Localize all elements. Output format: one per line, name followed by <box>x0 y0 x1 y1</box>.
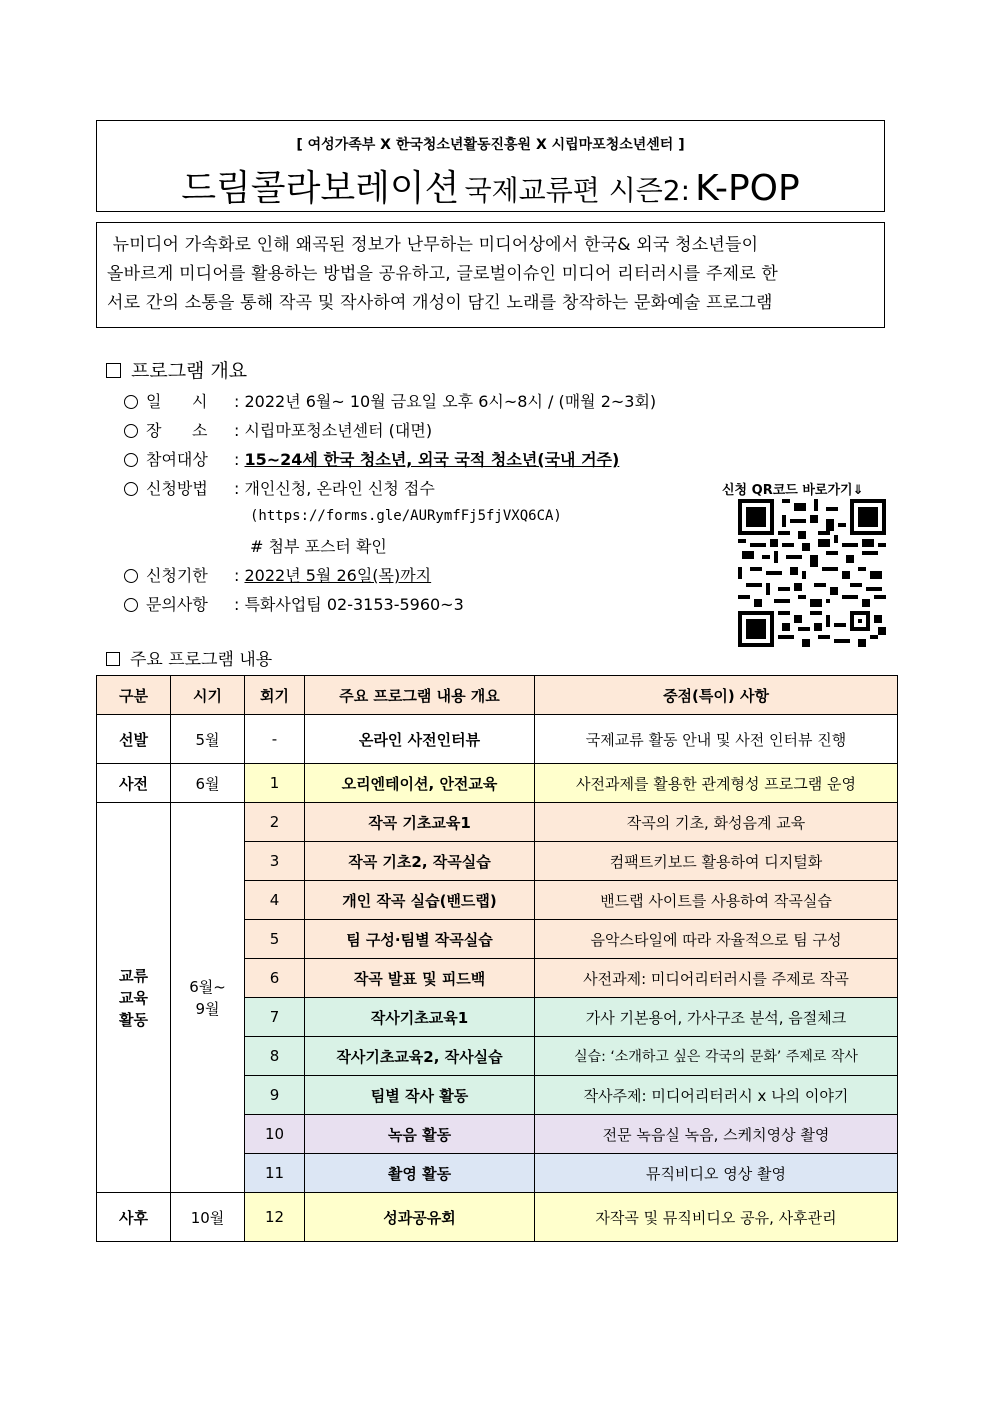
circle-bullet-icon <box>124 598 138 612</box>
contact-value: : 특화사업팀 02-3153-5960~3 <box>234 595 464 614</box>
program-heading-text: 주요 프로그램 내용 <box>130 650 273 670</box>
intro-line: 서로 간의 소통을 통해 작곡 및 작사하여 개성이 담긴 노래를 창작하는 문화예술 프로그램 <box>107 293 773 313</box>
apply-url-link[interactable]: (https://forms.gle/AURymfFj5fjVXQ6CA) <box>250 508 562 524</box>
checkbox-square-icon <box>106 652 120 666</box>
cell-group: 선발 <box>97 715 171 764</box>
title-kpop-text: K-POP <box>695 168 800 209</box>
title-box <box>96 120 885 212</box>
target-label: 참여대상 <box>146 450 208 469</box>
overview-heading <box>106 356 247 383</box>
table-row <box>97 715 898 764</box>
cell-title: 녹음 활동 <box>305 1115 535 1154</box>
cell-session: 12 <box>245 1193 305 1242</box>
circle-bullet-icon <box>124 482 138 496</box>
program-table <box>96 675 898 1242</box>
cell-session: 9 <box>245 1076 305 1115</box>
cell-title: 촬영 활동 <box>305 1154 535 1193</box>
cell-group: 교류 교육 활동 <box>97 803 171 1193</box>
cell-session: 10 <box>245 1115 305 1154</box>
deadline-colon: : <box>234 566 245 585</box>
apply-label: 신청방법 <box>146 479 208 498</box>
cell-session: 11 <box>245 1154 305 1193</box>
table-header-row <box>97 676 898 715</box>
circle-bullet-icon <box>124 569 138 583</box>
cell-title: 작사기초교육2, 작사실습 <box>305 1037 535 1076</box>
cell-note: 국제교류 활동 안내 및 사전 인터뷰 진행 <box>535 715 898 764</box>
cell-title: 성과공유회 <box>305 1193 535 1242</box>
cell-note: 컴팩트키보드 활용하여 디지털화 <box>535 842 898 881</box>
cell-title: 팀별 작사 활동 <box>305 1076 535 1115</box>
program-heading <box>106 645 272 670</box>
cell-note: 사전과제: 미디어리터러시를 주제로 작곡 <box>535 959 898 998</box>
cell-note: 음악스타일에 따라 자율적으로 팀 구성 <box>535 920 898 959</box>
cell-period: 5월 <box>171 715 245 764</box>
cell-note: 전문 녹음실 녹음, 스케치영상 촬영 <box>535 1115 898 1154</box>
circle-bullet-icon <box>124 424 138 438</box>
date-value: : 2022년 6월~ 10월 금요일 오후 6시~8시 / (매월 2~3회) <box>234 392 657 411</box>
cell-session: 2 <box>245 803 305 842</box>
overview-deadline-row <box>124 563 656 592</box>
place-value: : 시립마포청소년센터 (대면) <box>234 421 433 440</box>
cell-title: 팀 구성·팀별 작곡실습 <box>305 920 535 959</box>
deadline-label: 신청기한 <box>146 566 208 585</box>
cell-title: 작사기초교육1 <box>305 998 535 1037</box>
header-note: 중점(특이) 사항 <box>535 676 898 715</box>
overview-heading-text: 프로그램 개요 <box>131 360 248 382</box>
cell-note: 사전과제를 활용한 관계형성 프로그램 운영 <box>535 764 898 803</box>
checkbox-square-icon <box>106 363 121 378</box>
circle-bullet-icon <box>124 395 138 409</box>
table-row <box>97 1193 898 1242</box>
date-label: 일 시 <box>146 392 208 411</box>
intro-line: 뉴미디어 가속화로 인해 왜곡된 정보가 난무하는 미디어상에서 한국& 외국 청소년들이 <box>107 235 759 255</box>
header-title: 주요 프로그램 내용 개요 <box>305 676 535 715</box>
cell-session: 1 <box>245 764 305 803</box>
deadline-value: 2022년 5월 26일(목)까지 <box>244 566 432 585</box>
cell-title: 작곡 발표 및 피드백 <box>305 959 535 998</box>
page-title <box>97 160 884 211</box>
cell-period: 10월 <box>171 1193 245 1242</box>
table-row <box>97 803 898 842</box>
cell-period: 6월~ 9월 <box>171 803 245 1193</box>
cell-session: 4 <box>245 881 305 920</box>
header-period: 시기 <box>171 676 245 715</box>
overview-contact-row <box>124 592 656 621</box>
cell-note: 가사 기본용어, 가사구조 분석, 음절체크 <box>535 998 898 1037</box>
overview-apply-row <box>124 476 656 505</box>
title-subtitle: [ 여성가족부 X 한국청소년활동진흥원 X 시립마포청소년센터 ] <box>296 137 685 153</box>
cell-title: 개인 작곡 실습(밴드랩) <box>305 881 535 920</box>
cell-note: 작사주제: 미디어리터러시 x 나의 이야기 <box>535 1076 898 1115</box>
header-group: 구분 <box>97 676 171 715</box>
overview-note-row <box>124 534 656 563</box>
cell-title: 작곡 기초2, 작곡실습 <box>305 842 535 881</box>
apply-note: # 첨부 포스터 확인 <box>250 537 387 556</box>
overview-target-row <box>124 447 656 476</box>
cell-session: 3 <box>245 842 305 881</box>
cell-period: 6월 <box>171 764 245 803</box>
cell-title: 온라인 사전인터뷰 <box>305 715 535 764</box>
apply-value: : 개인신청, 온라인 신청 접수 <box>234 479 435 498</box>
intro-line: 올바르게 미디어를 활용하는 방법을 공유하고, 글로벌이슈인 미디어 리터러시를 주제로 한 <box>107 264 779 284</box>
target-value: 15~24세 한국 청소년, 외국 국적 청소년(국내 거주) <box>244 450 620 469</box>
overview-place-row <box>124 418 656 447</box>
cell-session: 5 <box>245 920 305 959</box>
cell-note: 작곡의 기초, 화성음계 교육 <box>535 803 898 842</box>
place-label: 장 소 <box>146 421 208 440</box>
qr-label: 신청 QR코드 바로가기⇓ <box>722 483 864 498</box>
circle-bullet-icon <box>124 453 138 467</box>
cell-session: - <box>245 715 305 764</box>
cell-note: 뮤직비디오 영상 촬영 <box>535 1154 898 1193</box>
title-main-text: 드림콜라보레이션 <box>181 168 460 209</box>
header-session: 회기 <box>245 676 305 715</box>
cell-session: 6 <box>245 959 305 998</box>
qr-code-icon[interactable] <box>738 499 886 651</box>
cell-note: 밴드랩 사이트를 사용하여 작곡실습 <box>535 881 898 920</box>
cell-title: 오리엔테이션, 안전교육 <box>305 764 535 803</box>
cell-group: 사후 <box>97 1193 171 1242</box>
title-mid-text: 국제교류편 시즌2: <box>464 174 691 207</box>
overview-url-row <box>124 505 656 534</box>
cell-group: 사전 <box>97 764 171 803</box>
cell-title: 작곡 기초교육1 <box>305 803 535 842</box>
cell-session: 8 <box>245 1037 305 1076</box>
overview-list <box>124 389 656 621</box>
intro-box <box>96 222 885 328</box>
cell-note: 실습: ‘소개하고 싶은 각국의 문화’ 주제로 작사 <box>535 1037 898 1076</box>
cell-session: 7 <box>245 998 305 1037</box>
contact-label: 문의사항 <box>146 595 208 614</box>
cell-note: 자작곡 및 뮤직비디오 공유, 사후관리 <box>535 1193 898 1242</box>
target-colon: : <box>234 450 245 469</box>
overview-date-row <box>124 389 656 418</box>
table-row <box>97 764 898 803</box>
